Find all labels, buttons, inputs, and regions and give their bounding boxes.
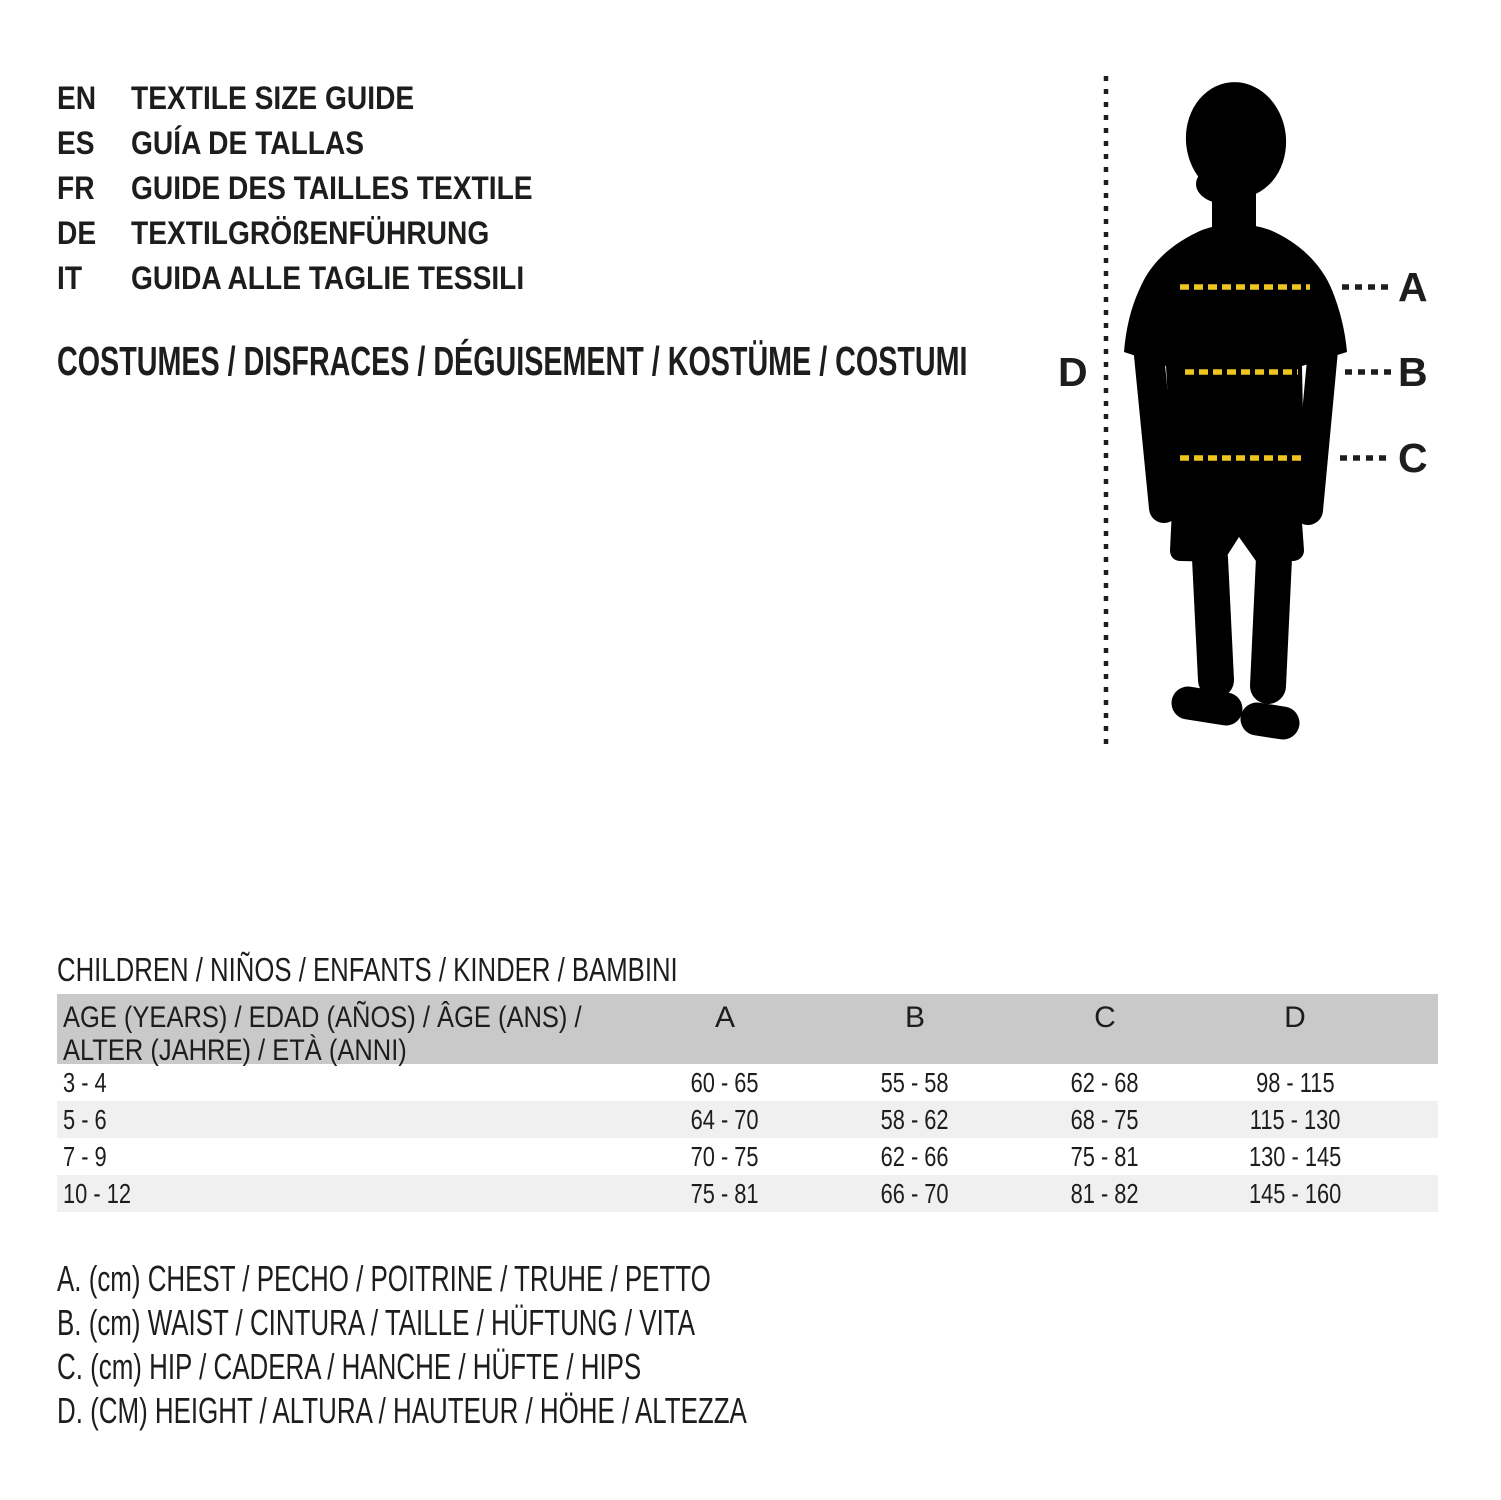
waist-label: B [1398, 349, 1428, 395]
column-header-c: C [1094, 1001, 1116, 1034]
height-cell: 145 - 160 [1248, 1178, 1342, 1209]
language-row-de [57, 211, 587, 256]
language-row-es [57, 121, 587, 166]
language-row-en [57, 76, 587, 121]
waist-cell: 62 - 66 [880, 1141, 949, 1172]
waist-cell: 66 - 70 [880, 1178, 949, 1209]
chest-cell: 75 - 81 [690, 1178, 759, 1209]
measurement-legend [57, 1257, 1015, 1433]
language-title: GUÍA DE TALLAS [131, 125, 365, 161]
hip-cell: 75 - 81 [1070, 1141, 1139, 1172]
height-cell: 98 - 115 [1255, 1067, 1335, 1098]
age-column-header: AGE (YEARS) / EDAD (AÑOS) / ÂGE (ANS) / ALTER (JAHRE) / ETÀ (ANNI) [63, 1001, 582, 1067]
language-code: DE [57, 215, 97, 251]
language-row-it [57, 256, 587, 301]
category-heading: COSTUMES / DISFRACES / DÉGUISEMENT / KOSTÜME / COSTUMI [57, 338, 968, 384]
chest-cell: 60 - 65 [690, 1067, 759, 1098]
language-title: GUIDA ALLE TAGLIE TESSILI [131, 260, 525, 296]
hip-label: C [1398, 435, 1428, 481]
chest-cell: 70 - 75 [690, 1141, 759, 1172]
legend-hip: C. (cm) HIP / CADERA / HANCHE / HÜFTE / HIPS [57, 1346, 642, 1387]
table-row [57, 1175, 1438, 1212]
height-cell: 130 - 145 [1248, 1141, 1342, 1172]
hip-cell: 62 - 68 [1070, 1067, 1139, 1098]
size-table [57, 994, 1438, 1212]
legend-waist: B. (cm) WAIST / CINTURA / TAILLE / HÜFTUNG / VITA [57, 1302, 695, 1343]
child-silhouette [1124, 77, 1347, 723]
table-row [57, 1064, 1438, 1101]
table-row [57, 1138, 1438, 1175]
age-cell: 10 - 12 [63, 1178, 131, 1209]
language-row-fr [57, 166, 587, 211]
size-table-header [57, 994, 1438, 1067]
legend-chest: A. (cm) CHEST / PECHO / POITRINE / TRUHE / PETTO [57, 1258, 711, 1299]
chest-cell: 64 - 70 [690, 1104, 759, 1135]
language-title: TEXTILE SIZE GUIDE [131, 80, 415, 116]
table-row [57, 1101, 1438, 1138]
age-cell: 3 - 4 [63, 1067, 107, 1098]
column-header-a: A [714, 1001, 735, 1034]
height-cell: 115 - 130 [1249, 1104, 1341, 1135]
age-cell: 5 - 6 [63, 1104, 107, 1135]
child-silhouette-figure [1040, 60, 1460, 760]
column-header-b: B [904, 1001, 925, 1034]
language-title: GUIDE DES TAILLES TEXTILE [131, 170, 533, 206]
height-label: D [1058, 349, 1088, 395]
language-title-list [57, 76, 587, 301]
language-code: FR [57, 170, 95, 206]
hip-cell: 81 - 82 [1070, 1178, 1139, 1209]
language-code: ES [57, 125, 95, 161]
language-code: EN [57, 80, 97, 116]
column-header-d: D [1284, 1001, 1306, 1034]
waist-cell: 58 - 62 [880, 1104, 949, 1135]
hip-cell: 68 - 75 [1070, 1104, 1139, 1135]
legend-height: D. (CM) HEIGHT / ALTURA / HAUTEUR / HÖHE / ALTEZZA [57, 1390, 747, 1431]
language-title: TEXTILGRÖßENFÜHRUNG [131, 215, 490, 251]
age-cell: 7 - 9 [63, 1141, 107, 1172]
waist-cell: 55 - 58 [880, 1067, 949, 1098]
language-code: IT [57, 260, 83, 296]
chest-label: A [1398, 264, 1428, 310]
table-section-title: CHILDREN / NIÑOS / ENFANTS / KINDER / BAMBINI [57, 951, 678, 988]
